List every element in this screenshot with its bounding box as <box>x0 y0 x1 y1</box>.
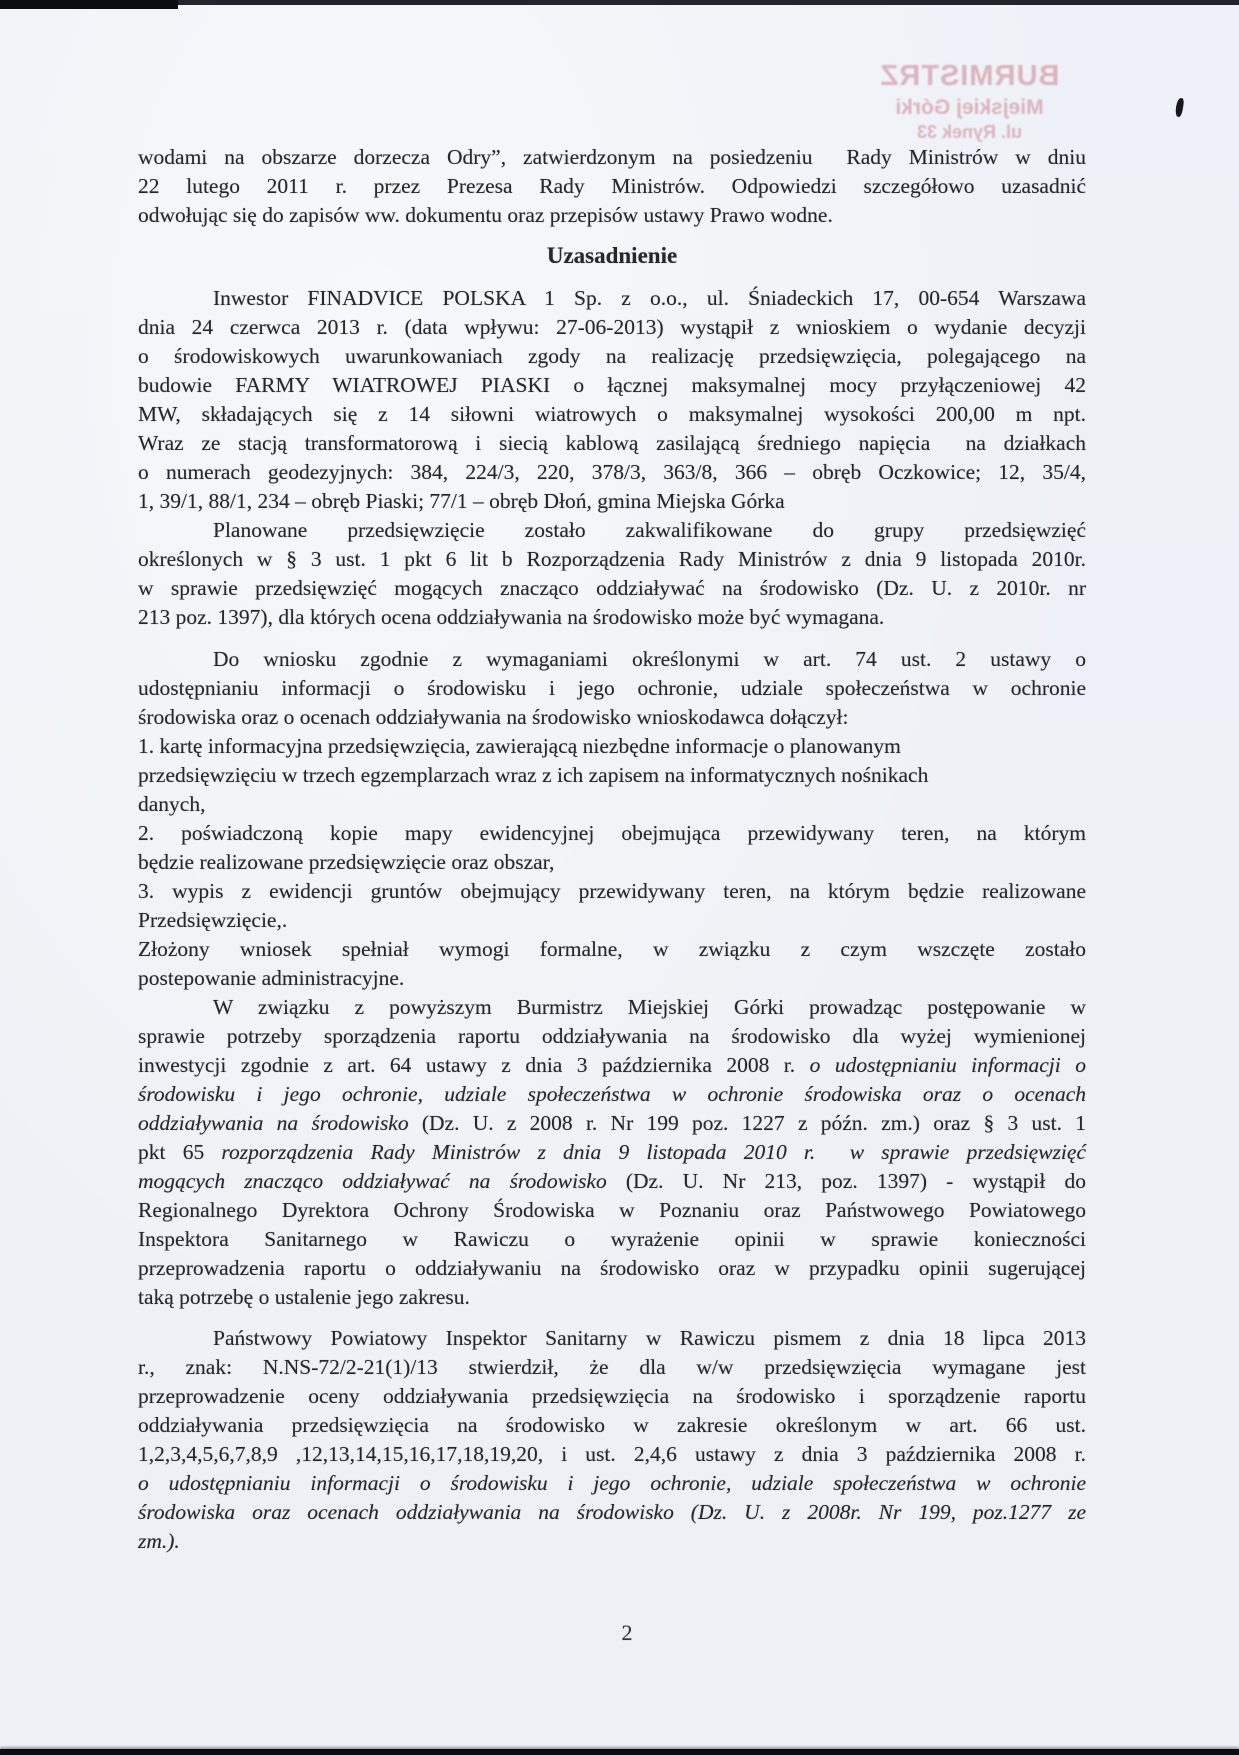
text-segment: MW, składających się z 14 siłowni wiatrowych o maksymalnej wysokości 200,00 m npt. <box>138 402 1086 426</box>
text-line <box>138 1324 1086 1353</box>
text-segment: 3. wypis z ewidencji gruntów obejmujący przewidywany teren, na którym będzie realizowane <box>138 879 1086 903</box>
text-line <box>138 877 1086 906</box>
text-line <box>138 761 1086 790</box>
italic-text-segment: o udostępnianiu informacji o <box>809 1053 1086 1077</box>
italic-text-segment: rozporządzenia Rady Ministrów z dnia 9 listopada 2010 r. w sprawie przedsięwzięć <box>221 1140 1086 1164</box>
text-line <box>138 574 1086 603</box>
text-line <box>138 400 1086 429</box>
italic-text-segment: środowisku i jego ochronie, udziale społeczeństwa w ochronie środowiska oraz o ocenach <box>138 1082 1086 1106</box>
text-segment: określonych w § 3 ust. 1 pkt 6 lit b Rozporządzenia Rady Ministrów z dnia 9 listopada 2010r. <box>138 547 1086 571</box>
text-segment: danych, <box>138 792 206 816</box>
text-segment: 22 lutego 2011 r. przez Prezesa Rady Ministrów. Odpowiedzi szczegółowo uzasadnić <box>138 174 1086 198</box>
text-segment: taką potrzebę o ustalenie jego zakresu. <box>138 1285 470 1309</box>
text-segment: pkt 65 <box>138 1140 222 1164</box>
text-line <box>138 906 1086 935</box>
stamp-line-town: Miejskiej Górki <box>895 96 1044 119</box>
stamp-line-address: ul. Rynek 33 <box>916 122 1023 142</box>
ink-mark <box>1175 98 1185 118</box>
text-line <box>138 1225 1086 1254</box>
text-segment: Państwowy Powiatowy Inspektor Sanitarny w Rawiczu pismem z dnia 18 lipca 2013 <box>213 1326 1086 1350</box>
text-segment: w sprawie przedsięwzięć mogących znacząco oddziaływać na środowisko (Dz. U. z 2010r. nr <box>138 576 1086 600</box>
text-line <box>138 1109 1086 1138</box>
text-segment: postepowanie administracyjne. <box>138 966 405 990</box>
text-line <box>138 545 1086 574</box>
text-segment: oddziaływania przedsięwzięcia na środowisko w zakresie określonym w art. 66 ust. <box>138 1413 1086 1437</box>
text-line <box>138 1440 1086 1469</box>
text-segment: Regionalnego Dyrektora Ochrony Środowiska w Poznaniu oraz Państwowego Powiatowego <box>138 1198 1086 1222</box>
text-line <box>138 1527 1086 1556</box>
scan-border-top-left <box>0 0 178 9</box>
text-line <box>138 790 1086 819</box>
text-line <box>138 1411 1086 1440</box>
text-line <box>138 284 1086 313</box>
text-segment: 1. kartę informacyjna przedsięwzięcia, zawierającą niezbędne informacje o planowanym <box>138 734 901 758</box>
text-line <box>138 1080 1086 1109</box>
scan-border-bottom <box>0 1749 1239 1755</box>
text-line <box>138 603 1086 632</box>
text-segment: przeprowadzenie oceny oddziaływania przedsięwzięcia na środowisko i sporządzenie raportu <box>138 1384 1086 1408</box>
text-line <box>138 935 1086 964</box>
text-segment: przeprowadzenia raportu o oddziaływaniu na środowisko oraz w przypadku opinii sugerującej <box>138 1256 1086 1280</box>
text-line <box>138 371 1086 400</box>
text-segment: (Dz. U. Nr 213, poz. 1397) - wystąpił do <box>625 1169 1086 1193</box>
mayor-stamp-bleedthrough <box>862 62 1077 141</box>
text-segment: przedsięwzięciu w trzech egzemplarzach wraz z ich zapisem na informatycznych nośnikach <box>138 763 929 787</box>
text-line <box>138 1051 1086 1080</box>
text-segment: r., znak: N.NS-72/2-21(1)/13 stwierdził, że dla w/w przedsięwzięcia wymagane jest <box>138 1355 1086 1379</box>
text-line <box>138 1353 1086 1382</box>
document-body <box>138 143 1086 1556</box>
text-line <box>138 848 1086 877</box>
text-segment: wodami na obszarze dorzecza Odry”, zatwierdzonym na posiedzeniu Rady Ministrów w dniu <box>138 145 1086 169</box>
italic-text-segment: środowiska oraz ocenach oddziaływania na środowisko (Dz. U. z 2008r. Nr 199, poz.1277 ze <box>138 1500 1086 1524</box>
text-line <box>138 703 1086 732</box>
text-segment: Planowane przedsięwzięcie zostało zakwalifikowane do grupy przedsięwzięć <box>213 518 1086 542</box>
text-line <box>138 1138 1086 1167</box>
text-segment: o środowiskowych uwarunkowaniach zgody na realizację przedsięwzięcia, polegającego na <box>138 344 1086 368</box>
text-line <box>138 1469 1086 1498</box>
page-number: 2 <box>621 1620 633 1645</box>
text-segment: Uzasadnienie <box>546 243 678 268</box>
text-segment: będzie realizowane przedsięwzięcie oraz obszar, <box>138 850 555 874</box>
text-line <box>138 429 1086 458</box>
text-segment: 213 poz. 1397), dla których ocena oddziaływania na środowisko może być wymagana. <box>138 605 885 629</box>
text-segment: budowie FARMY WIATROWEJ PIASKI o łącznej maksymalnej mocy przyłączeniowej 42 <box>138 373 1086 397</box>
italic-text-segment: oddziaływania na środowisko <box>138 1111 422 1135</box>
text-line <box>138 1254 1086 1283</box>
text-segment: dnia 24 czerwca 2013 r. (data wpływu: 27-06-2013) wystąpił z wnioskiem o wydanie decyzji <box>138 315 1086 339</box>
text-segment: Do wniosku zgodnie z wymaganiami określonymi w art. 74 ust. 2 ustawy o <box>213 647 1086 671</box>
text-segment: udostępnianiu informacji o środowisku i jego ochronie, udziale społeczeństwa w ochronie <box>138 676 1086 700</box>
text-line <box>138 342 1086 371</box>
text-segment: sprawie potrzeby sporządzenia raportu oddziaływania na środowisko dla wyżej wymienionej <box>138 1024 1086 1048</box>
text-line <box>138 964 1086 993</box>
text-line <box>138 645 1086 674</box>
text-segment: Inspektora Sanitarnego w Rawiczu o wyrażenie opinii w sprawie konieczności <box>138 1227 1086 1251</box>
section-heading <box>138 241 1086 270</box>
text-line <box>138 143 1086 172</box>
text-segment: Przedsięwzięcie,. <box>138 908 288 932</box>
text-line <box>138 1283 1086 1312</box>
text-segment: odwołując się do zapisów ww. dokumentu oraz przepisów ustawy Prawo wodne. <box>138 203 833 227</box>
italic-text-segment: mogących znacząco oddziaływać na środowisko <box>138 1169 626 1193</box>
text-line <box>138 313 1086 342</box>
text-segment: środowiska oraz o ocenach oddziaływania na środowisko wnioskodawca dołączył: <box>138 705 849 729</box>
text-line <box>138 1167 1086 1196</box>
text-segment: 1, 39/1, 88/1, 234 – obręb Piaski; 77/1 – obręb Dłoń, gmina Miejska Górka <box>138 489 785 513</box>
text-segment: 2. poświadczoną kopie mapy ewidencyjnej obejmująca przewidywany teren, na którym <box>138 821 1086 845</box>
text-segment: 1,2,3,4,5,6,7,8,9 ,12,13,14,15,16,17,18,19,20, i ust. 2,4,6 ustawy z dnia 3 października 2008 r. <box>138 1442 1086 1466</box>
scan-border-top <box>0 0 1239 5</box>
text-segment: Inwestor FINADVICE POLSKA 1 Sp. z o.o., ul. Śniadeckich 17, 00-654 Warszawa <box>213 286 1086 310</box>
text-segment: (Dz. U. z 2008 r. Nr 199 poz. 1227 z późn. zm.) oraz § 3 ust. 1 <box>421 1111 1086 1135</box>
text-line <box>138 1022 1086 1051</box>
text-segment: inwestycji zgodnie z art. 64 ustawy z dnia 3 października 2008 r. <box>138 1053 810 1077</box>
text-segment: W związku z powyższym Burmistrz Miejskiej Górki prowadząc postępowanie w <box>213 995 1086 1019</box>
text-segment: Złożony wniosek spełniał wymogi formalne, w związku z czym wszczęte zostało <box>138 937 1086 961</box>
text-line <box>138 172 1086 201</box>
text-line <box>138 516 1086 545</box>
text-line <box>138 819 1086 848</box>
text-segment: Wraz ze stacją transformatorową i siecią kablową zasilającą średniego napięcia na działkach <box>138 431 1086 455</box>
text-line <box>138 1382 1086 1411</box>
text-line <box>138 1196 1086 1225</box>
text-line <box>138 487 1086 516</box>
text-line <box>138 674 1086 703</box>
text-line <box>138 732 1086 761</box>
text-line <box>138 201 1086 230</box>
stamp-line-title: BURMISTRZ <box>879 60 1060 92</box>
text-line <box>138 993 1086 1022</box>
italic-text-segment: zm.). <box>138 1529 180 1553</box>
text-segment: o numerach geodezyjnych: 384, 224/3, 220, 378/3, 363/8, 366 – obręb Oczkowice; 12, 35/4, <box>138 460 1086 484</box>
text-line <box>138 1498 1086 1527</box>
italic-text-segment: o udostępnianiu informacji o środowisku i jego ochronie, udziale społeczeństwa w ochronie <box>138 1471 1086 1495</box>
text-line <box>138 458 1086 487</box>
